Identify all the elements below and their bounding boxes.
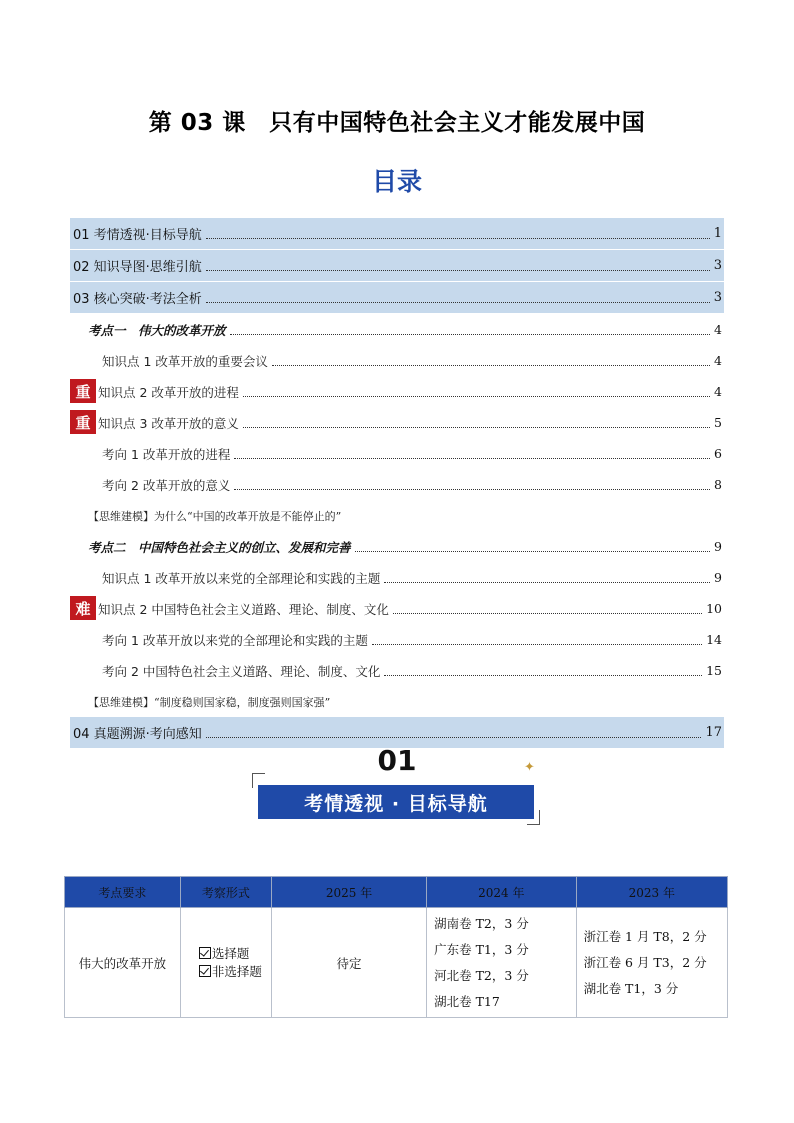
toc-entry[interactable] <box>70 376 724 407</box>
toc-heading: 目录 <box>371 167 422 196</box>
toc-entry-label: 02 知识导图·思维引航 <box>73 260 202 275</box>
toc-page-number: 3 <box>713 258 722 273</box>
exam-entry: 浙江卷 1 月 T8，2 分 <box>583 928 707 944</box>
toc-entry[interactable] <box>70 469 724 500</box>
exam-entry: 浙江卷 6 月 T3，2 分 <box>583 954 707 970</box>
toc-page-number: 8 <box>714 477 722 492</box>
table-header: 考察形式 <box>180 877 271 908</box>
toc-entry-label: 【思维建模】为什么“中国的改革开放是不能停止的” <box>88 509 342 523</box>
exam-entry: 湖南卷 T2，3 分 <box>434 915 529 931</box>
toc-leader-dots <box>206 270 710 271</box>
toc-entry-label: 04 真题溯源·考向感知 <box>73 727 202 742</box>
exam-entry: 湖北卷 T1，3 分 <box>583 980 679 996</box>
toc-page-number: 15 <box>706 663 722 678</box>
toc-entry[interactable] <box>70 282 724 313</box>
checkbox-checked-icon <box>199 965 211 977</box>
exam-entry: 湖北卷 T17 <box>434 993 500 1009</box>
toc-page-number: 3 <box>713 290 722 305</box>
toc-page-number: 4 <box>714 322 722 337</box>
toc-entry-label: 知识点 3 改革开放的意义 <box>98 415 239 431</box>
toc-leader-dots <box>206 238 710 239</box>
toc-entry-label: 考向 2 改革开放的意义 <box>102 477 231 493</box>
toc-leader-dots <box>206 737 702 738</box>
year-2023-cell <box>576 908 727 1018</box>
toc-entry-label: 考向 1 改革开放的进程 <box>102 446 231 462</box>
badge-key: 重 <box>70 410 96 434</box>
badge-difficult: 难 <box>70 596 96 620</box>
exam-table <box>64 876 728 1018</box>
toc-entry[interactable] <box>70 218 724 249</box>
toc-entry-label: 知识点 2 改革开放的进程 <box>98 384 239 400</box>
exam-entry: 广东卷 T1，3 分 <box>434 941 529 957</box>
topic-cell: 伟大的改革开放 <box>65 908 181 1018</box>
year-2024-cell <box>427 908 576 1018</box>
toc-leader-dots <box>230 334 711 335</box>
toc-entry[interactable] <box>70 500 724 531</box>
table-header: 2023 年 <box>576 877 727 908</box>
section-title-banner: 考情透视 · 目标导航 <box>258 785 534 819</box>
toc-entry[interactable] <box>70 531 724 562</box>
toc-page-number: 6 <box>714 446 722 461</box>
toc-entry-label: 考向 1 改革开放以来党的全部理论和实践的主题 <box>102 632 368 648</box>
toc-entry[interactable] <box>70 593 724 624</box>
toc-entry[interactable] <box>70 314 724 345</box>
toc-page-number: 1 <box>713 226 722 241</box>
year-2025-cell: 待定 <box>271 908 426 1018</box>
page-title: 第 03 课 只有中国特色社会主义才能发展中国 <box>148 110 646 136</box>
toc-page-number: 9 <box>714 570 722 585</box>
forms-cell <box>180 908 271 1018</box>
table-row <box>65 908 728 1018</box>
badge-key: 重 <box>70 379 96 403</box>
toc-entry[interactable] <box>70 562 724 593</box>
form-label: 非选择题 <box>211 963 262 979</box>
toc-leader-dots <box>372 644 702 645</box>
toc-leader-dots <box>272 365 710 366</box>
toc-entry[interactable] <box>70 686 724 717</box>
toc-entry-label: 知识点 2 中国特色社会主义道路、理论、制度、文化 <box>98 601 389 617</box>
toc-page-number: 14 <box>706 632 722 647</box>
table-header: 考点要求 <box>65 877 181 908</box>
toc-entry-label: 【思维建模】“制度稳则国家稳，制度强则国家强” <box>88 695 331 709</box>
toc-page-number: 5 <box>714 415 722 430</box>
toc-page-number: 4 <box>714 384 722 399</box>
toc-leader-dots <box>355 551 711 552</box>
toc-entry[interactable] <box>70 624 724 655</box>
toc-entry[interactable] <box>70 407 724 438</box>
toc-leader-dots <box>384 675 702 676</box>
form-label: 选择题 <box>211 945 250 961</box>
toc-entry-label: 考点一 伟大的改革开放 <box>88 322 226 338</box>
exam-entry: 河北卷 T2，3 分 <box>434 967 529 983</box>
toc-leader-dots <box>243 396 710 397</box>
table-header: 2024 年 <box>427 877 576 908</box>
toc-entry-label: 考点二 中国特色社会主义的创立、发展和完善 <box>88 539 351 555</box>
section-number: 01 <box>377 744 417 777</box>
toc-leader-dots <box>206 302 710 303</box>
toc-entry[interactable] <box>70 438 724 469</box>
table-header: 2025 年 <box>271 877 426 908</box>
toc-leader-dots <box>234 489 710 490</box>
toc-entry-label: 知识点 1 改革开放的重要会议 <box>102 353 268 369</box>
toc-entry[interactable] <box>70 655 724 686</box>
sparkle-icon: ✦ <box>524 760 535 775</box>
toc-entry-label: 03 核心突破·考法全析 <box>73 292 202 307</box>
toc-entry[interactable] <box>70 345 724 376</box>
toc-entry[interactable] <box>70 250 724 281</box>
toc-entry-label: 考向 2 中国特色社会主义道路、理论、制度、文化 <box>102 663 381 679</box>
toc-leader-dots <box>393 613 702 614</box>
table-of-contents <box>70 218 724 749</box>
toc-entry-label: 知识点 1 改革开放以来党的全部理论和实践的主题 <box>102 570 381 586</box>
toc-page-number: 10 <box>706 601 722 616</box>
toc-page-number: 17 <box>705 725 722 740</box>
toc-leader-dots <box>384 582 710 583</box>
toc-page-number: 4 <box>714 353 722 368</box>
checkbox-checked-icon <box>199 947 211 959</box>
toc-leader-dots <box>243 427 710 428</box>
toc-leader-dots <box>234 458 710 459</box>
toc-entry-label: 01 考情透视·目标导航 <box>73 228 202 243</box>
toc-page-number: 9 <box>714 539 722 554</box>
